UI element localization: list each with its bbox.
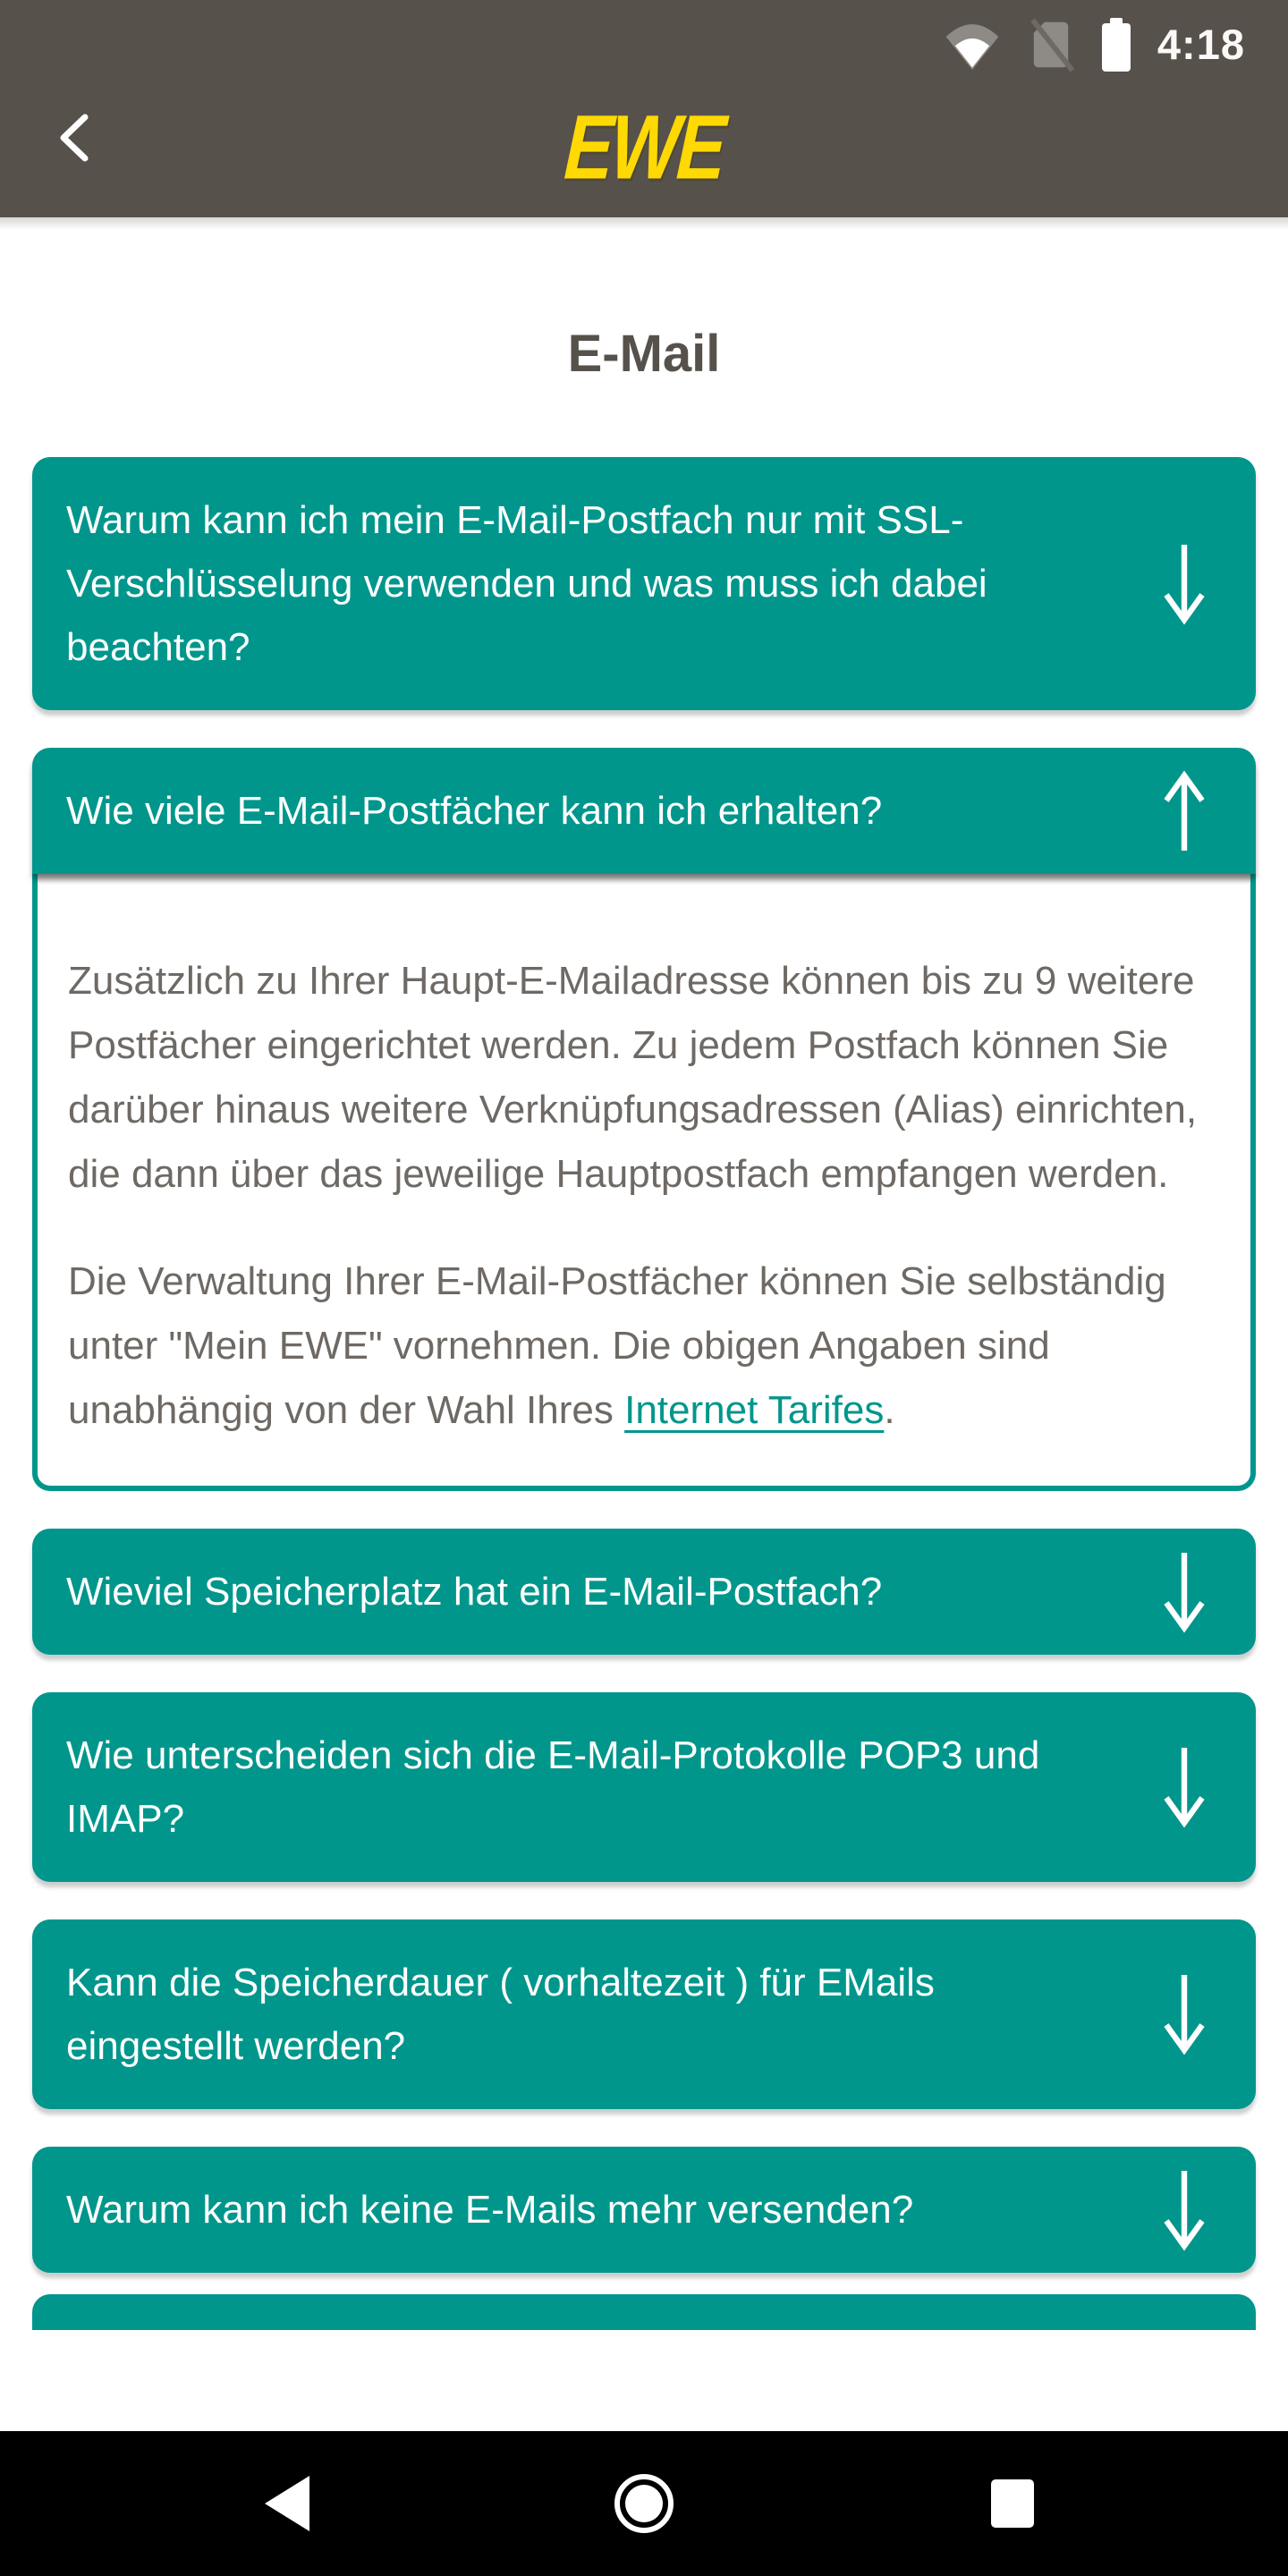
faq-question-pop3-imap[interactable] — [32, 1692, 1256, 1882]
faq-answer-panel — [32, 874, 1256, 1491]
status-time: 4:18 — [1157, 21, 1245, 68]
chevron-down-icon — [1159, 2165, 1209, 2255]
answer-text: . — [884, 1388, 895, 1432]
faq-question-text: Wie unterscheiden sich die E-Mail-Protokolle POP3 und IMAP? — [66, 1733, 1040, 1841]
faq-question-text: Wieviel Speicherplatz hat ein E-Mail-Postfach? — [66, 1570, 883, 1614]
faq-list — [32, 457, 1256, 2330]
faq-question-cannot-send[interactable] — [32, 2147, 1256, 2273]
ewe-logo: EWE — [562, 96, 726, 199]
answer-paragraph — [68, 1250, 1220, 1443]
faq-question-storage-size[interactable] — [32, 1529, 1256, 1655]
answer-paragraph: Zusätzlich zu Ihrer Haupt-E-Mailadresse können bis zu 9 weitere Postfächer eingerichtet werden. Zu jedem Postfach können Sie darüber hinaus weitere Verknüpfungsadressen (Alias) einrichten, die dann über das jeweilige Hauptpostfach empfangen werden. — [68, 959, 1198, 1196]
no-sim-icon — [1027, 18, 1075, 72]
chevron-down-icon — [1159, 1547, 1209, 1637]
chevron-down-icon — [1159, 1970, 1209, 2059]
faq-question-text: Wie viele E-Mail-Postfächer kann ich erhalten? — [66, 789, 883, 833]
faq-item-expanded — [32, 748, 1256, 1491]
android-navigation-bar — [0, 2431, 1288, 2576]
faq-item — [32, 1919, 1256, 2109]
faq-question-text: Warum kann ich mein E-Mail-Postfach nur mit SSL-Verschlüsselung verwenden und was muss ich dabei beachten? — [66, 498, 987, 669]
page-title: E-Mail — [567, 325, 721, 383]
nav-back-icon[interactable] — [265, 2476, 309, 2531]
faq-item-partial[interactable] — [32, 2294, 1256, 2330]
wifi-icon — [945, 20, 1000, 70]
internet-tarif-link[interactable]: Internet Tarifes — [624, 1388, 885, 1432]
app-bar — [0, 0, 1288, 217]
faq-question-retention-time[interactable] — [32, 1919, 1256, 2109]
faq-question-ssl-encryption[interactable] — [32, 457, 1256, 710]
nav-home-icon[interactable] — [614, 2474, 674, 2533]
faq-item — [32, 1529, 1256, 1655]
chevron-down-icon — [1159, 1742, 1209, 1832]
nav-recents-icon[interactable] — [991, 2479, 1034, 2528]
page-content — [0, 217, 1288, 2431]
faq-question-mailbox-count[interactable] — [32, 748, 1256, 874]
faq-item — [32, 1692, 1256, 1882]
status-bar — [945, 0, 1288, 89]
faq-item — [32, 2147, 1256, 2273]
faq-question-text: Warum kann ich keine E-Mails mehr versenden? — [66, 2188, 914, 2232]
chevron-down-icon — [1159, 539, 1209, 629]
faq-item — [32, 457, 1256, 710]
faq-question-text: Kann die Speicherdauer ( vorhaltezeit ) für EMails eingestellt werden? — [66, 1961, 935, 2068]
chevron-up-icon — [1159, 767, 1209, 856]
battery-icon — [1102, 18, 1131, 72]
answer-text: Die Verwaltung Ihrer E-Mail-Postfächer können Sie selbständig unter "Mein EWE" vornehmen. Die obigen Angaben sind unabhängig von der Wahl Ihres — [68, 1259, 1166, 1432]
